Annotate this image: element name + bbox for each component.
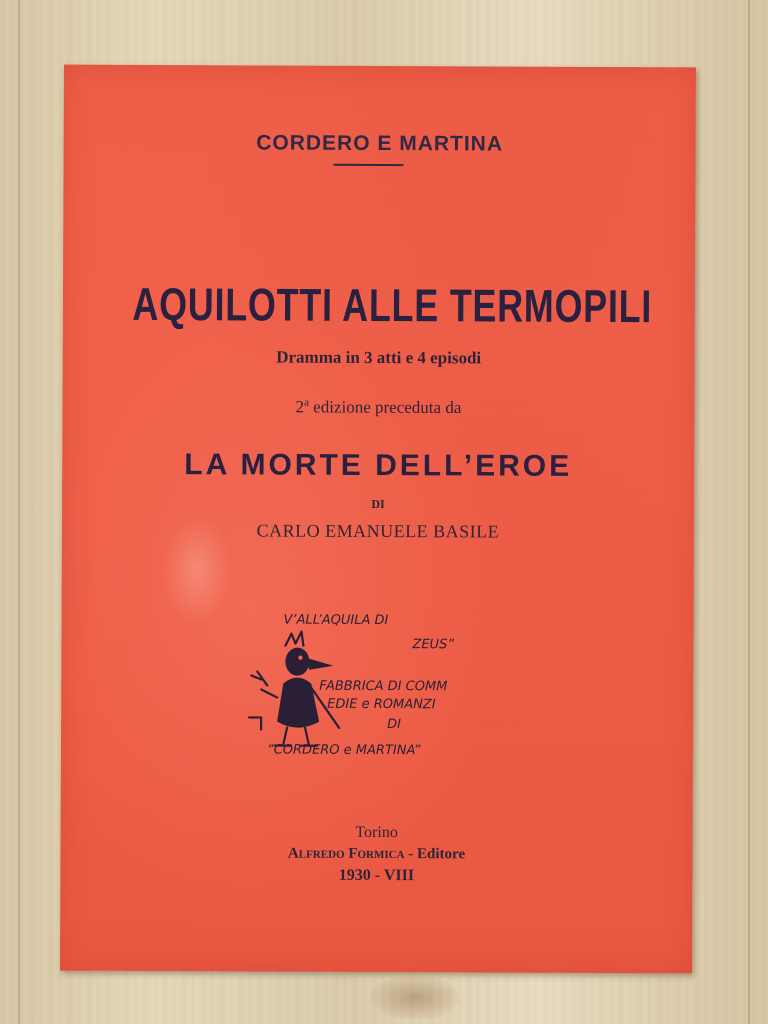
publication-year: 1930 - VIII [338,866,415,885]
author-name: CARLO EMANUELE BASILE [256,520,500,542]
wood-knot [370,975,460,1020]
book-subtitle: Dramma in 3 atti e 4 episodi [276,347,482,368]
publication-city: Torino [355,823,398,842]
edition-number: 2 [295,397,305,417]
edition-text: edizione preceduta da [308,397,462,418]
editor-role: - Editore [404,846,466,863]
emblem-text-line4: EDIE e ROMANZI [327,696,436,713]
publisher-emblem [247,605,498,771]
emblem-text-line1: V’ALL’AQUILA DI [283,612,389,629]
edition-note [62,396,694,419]
emblem-text-line5: DI [387,717,401,733]
book-cover [60,65,696,974]
wood-seam-left [18,0,20,1024]
publisher-underline [334,164,404,166]
editor-name: Alfredo Formica [287,845,405,863]
emblem-text-line2: ZEUS” [412,637,455,653]
book-title: AQUILOTTI ALLE TERMOPILI [132,277,653,333]
publisher-imprint [61,845,693,865]
by-label: DI [371,496,385,512]
emblem-text-line3: FABBRICA DI COMM [319,678,448,695]
second-title: LA MORTE DELL’EROE [184,448,573,483]
emblem-text-line6: “CORDERO e MARTINA” [266,742,421,759]
edition-superscript: a [304,396,310,409]
publisher-name: CORDERO E MARTINA [256,131,504,156]
wood-seam-right [748,0,750,1024]
